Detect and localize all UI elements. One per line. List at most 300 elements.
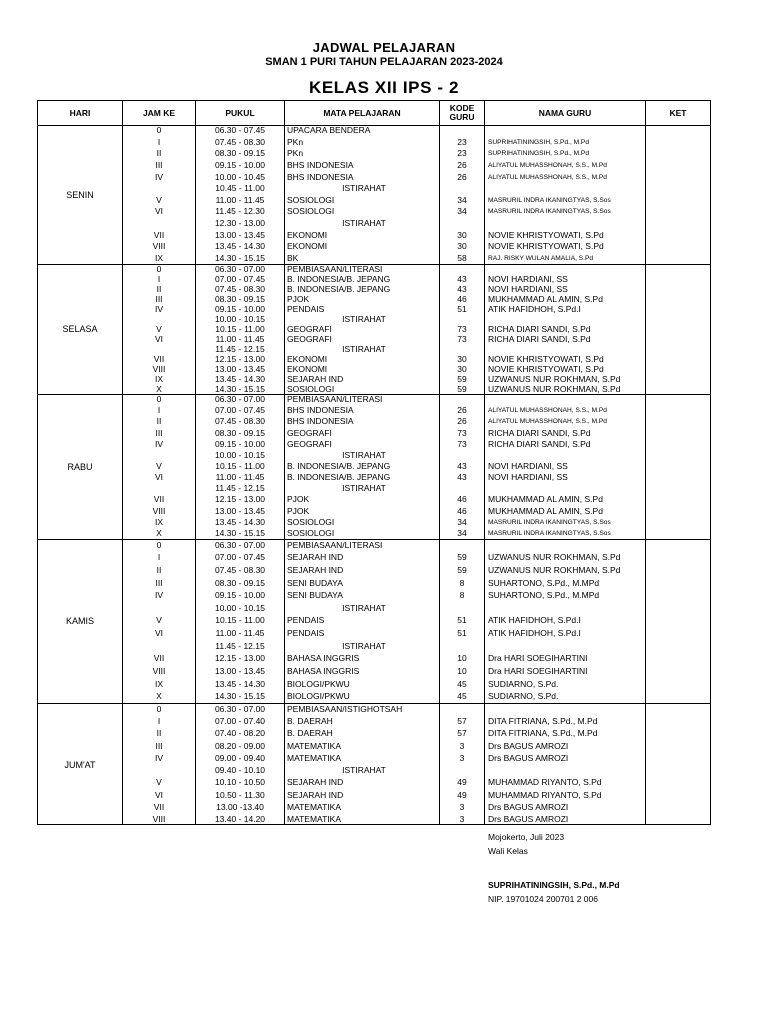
nama-guru-cell: NOVIE KHRISTYOWATI, S.Pd [488, 241, 604, 252]
table-row [38, 125, 710, 137]
table-row [38, 374, 710, 384]
pukul-cell: 14.30 - 15.15 [214, 252, 266, 263]
table-row [38, 294, 710, 304]
mata-pelajaran-cell: PEMBIASAAN/ISTIGHOTSAH [287, 703, 403, 714]
pukul-cell: 07.45 - 08.30 [214, 416, 266, 427]
pukul-cell: 14.30 - 15.15 [214, 527, 266, 538]
jam-ke-cell: VI [154, 628, 164, 639]
table-row [38, 483, 710, 494]
pukul-cell: 10.00 - 10.15 [214, 314, 266, 324]
pukul-cell: 11.00 - 11.45 [215, 194, 265, 205]
table-row [38, 148, 710, 160]
table-row [38, 665, 710, 678]
nama-guru-cell: Drs BAGUS AMROZI [488, 752, 569, 763]
kode-guru-cell: 59 [457, 565, 467, 576]
nama-guru-cell [485, 602, 648, 615]
nama-guru-cell [485, 640, 648, 653]
nama-guru-cell: ATIK HAFIDHOH, S.Pd.I [488, 304, 581, 314]
jam-ke-cell: VIII [152, 364, 166, 374]
jam-ke-cell: I [157, 405, 161, 416]
table-row [38, 160, 710, 172]
pukul-cell: 10.15 - 11.00 [215, 615, 265, 626]
mata-pelajaran-cell: MATEMATIKA [287, 752, 341, 763]
pukul-cell: 10.00 - 10.15 [214, 602, 266, 613]
jam-ke-cell [123, 450, 195, 461]
kode-guru-cell [440, 602, 484, 615]
nama-guru-cell: NOVIE KHRISTYOWATI, S.Pd [488, 354, 604, 364]
pukul-cell: 10.15 - 11.00 [215, 324, 265, 334]
kode-guru-cell: 73 [457, 427, 467, 438]
jam-ke-cell: VI [154, 789, 164, 800]
jam-ke-cell: VII [153, 802, 165, 813]
kode-guru-cell: 46 [457, 294, 467, 304]
mata-pelajaran-cell: GEOGRAFI [287, 324, 332, 334]
mata-pelajaran-cell: B. INDONESIA/B. JEPANG [287, 472, 391, 483]
mata-pelajaran-cell: EKONOMI [287, 229, 328, 240]
table-row [38, 678, 710, 691]
jam-ke-cell: X [156, 384, 162, 394]
mata-pelajaran-cell: ISTIRAHAT [342, 314, 386, 324]
nama-guru-cell: Drs BAGUS AMROZI [488, 814, 569, 825]
mata-pelajaran-cell: BHS INDONESIA [287, 405, 354, 416]
nama-guru-cell: NOVIE KHRISTYOWATI, S.Pd [488, 229, 604, 240]
mata-pelajaran-cell: PEMBIASAAN/LITERASI [287, 264, 383, 274]
kode-guru-cell [440, 765, 484, 777]
nama-guru-cell: SUHARTONO, S.Pd., M.MPd [488, 590, 600, 601]
nama-guru-cell: NOVI HARDIANI, SS [488, 274, 568, 284]
jam-ke-cell: 0 [156, 264, 162, 274]
nama-guru-cell: RAJ. RISKY WULAN AMALIA, S.Pd [488, 254, 594, 262]
jam-ke-cell [123, 765, 195, 777]
table-row [38, 364, 710, 374]
table-row [38, 615, 710, 628]
mata-pelajaran-cell: GEOGRAFI [287, 438, 332, 449]
kode-guru-cell: 73 [457, 438, 467, 449]
jam-ke-cell: VII [153, 354, 165, 364]
mata-pelajaran-cell: BAHASA INGGRIS [287, 665, 360, 676]
table-row [38, 304, 710, 314]
jam-ke-cell: II [156, 565, 162, 576]
kode-guru-cell: 57 [457, 728, 467, 739]
jam-ke-cell [123, 344, 195, 354]
nama-guru-cell: RICHA DIARI SANDI, S.Pd [488, 324, 591, 334]
day-label: SELASA [62, 324, 98, 334]
kode-guru-cell: 23 [457, 148, 467, 159]
pukul-cell: 09.40 - 10.10 [214, 765, 266, 776]
nama-guru-cell: Dra HARI SOEGIHARTINI [488, 653, 588, 664]
nama-guru-cell: NOVI HARDIANI, SS [488, 472, 568, 483]
pukul-cell: 13.45 - 14.30 [214, 678, 266, 689]
mata-pelajaran-cell: SOSIOLOGI [287, 516, 335, 527]
mata-pelajaran-cell: GEOGRAFI [287, 334, 332, 344]
nama-guru-cell: DITA FITRIANA, S.Pd., M.Pd [488, 728, 598, 739]
kode-guru-cell [440, 218, 484, 230]
mata-pelajaran-cell: B. INDONESIA/B. JEPANG [287, 460, 391, 471]
pukul-cell: 06.30 - 07.00 [214, 539, 266, 550]
nama-guru-cell: ALIYATUL MUHASSHONAH, S.S., M.Pd [488, 418, 607, 426]
nama-guru-cell [485, 703, 648, 715]
nama-guru-cell: MUKHAMMAD AL AMIN, S.Pd [488, 505, 603, 516]
pukul-cell: 13.00 - 13.45 [214, 505, 266, 516]
table-row [38, 640, 710, 653]
table-row [38, 715, 710, 727]
jam-ke-cell [123, 483, 195, 494]
nama-guru-cell: ATIK HAFIDHOH, S.Pd.I [488, 628, 581, 639]
pukul-cell: 13.45 - 14.30 [214, 374, 266, 384]
kode-guru-cell [440, 483, 484, 494]
mata-pelajaran-cell: ISTIRAHAT [342, 449, 386, 460]
column-header-nama-guru: NAMA GURU [538, 107, 592, 118]
table-row [38, 241, 710, 253]
mata-pelajaran-cell: ISTIRAHAT [342, 344, 386, 354]
jam-ke-cell: VI [154, 472, 164, 483]
kode-guru-cell: 3 [459, 740, 465, 751]
mata-pelajaran-cell: ISTIRAHAT [342, 483, 386, 494]
kode-guru-cell: 43 [457, 284, 467, 294]
pukul-cell: 11.45 - 12.15 [215, 344, 265, 354]
nama-guru-cell: RICHA DIARI SANDI, S.Pd [488, 438, 591, 449]
nama-guru-cell [485, 264, 648, 274]
jam-ke-cell: 0 [156, 125, 162, 136]
jam-ke-cell: 0 [156, 703, 162, 714]
nama-guru-cell [485, 539, 648, 552]
kode-guru-cell: 59 [457, 384, 467, 394]
column-header-hari: HARI [69, 107, 91, 118]
mata-pelajaran-cell: EKONOMI [287, 354, 328, 364]
pukul-cell: 11.45 - 12.15 [215, 640, 265, 651]
nama-guru-cell: DITA FITRIANA, S.Pd., M.Pd [488, 715, 598, 726]
mata-pelajaran-cell: PEMBIASAAN/LITERASI [287, 394, 383, 405]
mata-pelajaran-cell: ISTIRAHAT [342, 765, 386, 776]
jam-ke-cell: VI [154, 334, 164, 344]
mata-pelajaran-cell: ISTIRAHAT [342, 183, 386, 194]
kode-guru-cell: 45 [457, 678, 467, 689]
jam-ke-cell: VIII [152, 505, 166, 516]
jam-ke-cell [123, 640, 195, 653]
mata-pelajaran-cell: PKn [287, 136, 304, 147]
nama-guru-cell: Drs BAGUS AMROZI [488, 740, 569, 751]
pukul-cell: 14.30 - 15.15 [214, 691, 266, 702]
nama-guru-cell [485, 183, 648, 195]
kode-guru-cell: 8 [459, 577, 465, 588]
jam-ke-cell: IX [154, 374, 164, 384]
jam-ke-cell: IV [154, 590, 164, 601]
table-row [38, 539, 710, 552]
kode-guru-cell: 26 [457, 160, 467, 171]
mata-pelajaran-cell: PKn [287, 148, 304, 159]
table-row [38, 450, 710, 461]
table-row [38, 405, 710, 416]
mata-pelajaran-cell: SOSIOLOGI [287, 206, 335, 217]
table-row [38, 577, 710, 590]
table-row [38, 528, 710, 539]
pukul-cell: 11.45 - 12.15 [215, 483, 265, 494]
mata-pelajaran-cell: UPACARA BENDERA [287, 125, 371, 136]
kode-guru-cell: 10 [457, 665, 467, 676]
table-row [38, 264, 710, 274]
kode-guru-cell [440, 703, 484, 715]
jam-ke-cell: VI [154, 206, 164, 217]
nama-guru-cell: ALIYATUL MUHASSHONAH, S.S., M.Pd [488, 162, 607, 170]
pukul-cell: 09.15 - 10.00 [214, 590, 266, 601]
jam-ke-cell: I [157, 136, 161, 147]
table-row [38, 195, 710, 207]
signature-name: SUPRIHATININGSIH, S.Pd., M.Pd [488, 880, 620, 890]
pukul-cell: 06.30 - 07.00 [214, 703, 266, 714]
pukul-cell: 10.15 - 11.00 [215, 460, 265, 471]
jam-ke-cell: III [155, 427, 163, 438]
day-label: RABU [67, 461, 93, 472]
mata-pelajaran-cell: PENDAIS [287, 615, 325, 626]
mata-pelajaran-cell: B. DAERAH [287, 728, 333, 739]
pukul-cell: 09.15 - 10.00 [214, 160, 266, 171]
nama-guru-cell: NOVI HARDIANI, SS [488, 284, 568, 294]
kode-guru-cell [440, 125, 484, 137]
pukul-cell: 06.30 - 07.00 [214, 394, 266, 405]
nama-guru-cell [485, 218, 648, 230]
table-row [38, 789, 710, 801]
column-header-jam-ke: JAM KE [142, 107, 176, 118]
class-title: KELAS XII IPS - 2 [308, 78, 459, 97]
table-row [38, 740, 710, 752]
pukul-cell: 13.45 - 14.30 [214, 241, 266, 252]
pukul-cell: 07.45 - 08.30 [214, 284, 266, 294]
mata-pelajaran-cell: EKONOMI [287, 364, 328, 374]
jam-ke-cell: III [155, 740, 163, 751]
day-label: KAMIS [65, 616, 94, 626]
pukul-cell: 10.00 - 10.15 [214, 449, 266, 460]
kode-guru-cell: 51 [457, 615, 467, 626]
kode-guru-cell: 30 [457, 241, 467, 252]
pukul-cell: 13.00 - 13.45 [214, 364, 266, 374]
nama-guru-cell: ALIYATUL MUHASSHONAH, S.S., M.Pd [488, 173, 607, 181]
jam-ke-cell: III [155, 294, 163, 304]
jam-ke-cell: III [155, 577, 163, 588]
jam-ke-cell: VIII [152, 665, 166, 676]
pukul-cell: 13.00 - 13.45 [214, 665, 266, 676]
kode-guru-cell: 23 [457, 136, 467, 147]
table-row [38, 171, 710, 183]
pukul-cell: 12.30 - 13.00 [214, 217, 266, 228]
table-row [38, 344, 710, 354]
nama-guru-cell: SUPRIHATININGSIH, S.Pd., M.Pd [488, 138, 590, 146]
jam-ke-cell: I [157, 274, 161, 284]
nama-guru-cell [485, 765, 648, 777]
mata-pelajaran-cell: SEJARAH IND [287, 777, 344, 788]
jam-ke-cell: V [156, 777, 162, 788]
mata-pelajaran-cell: PJOK [287, 294, 310, 304]
kode-guru-cell: 45 [457, 691, 467, 702]
nama-guru-cell: NOVIE KHRISTYOWATI, S.Pd [488, 364, 604, 374]
table-row [38, 284, 710, 294]
table-row [38, 627, 710, 640]
pukul-cell: 10.00 - 10.45 [214, 171, 266, 182]
table-row [38, 354, 710, 364]
jam-ke-cell: VIII [152, 241, 166, 252]
pukul-cell: 08.20 - 09.00 [214, 740, 266, 751]
mata-pelajaran-cell: SENI BUDAYA [287, 577, 343, 588]
table-row [38, 252, 710, 264]
nama-guru-cell: MASRURIL INDRA IKANINGTYAS, S.Sos [488, 196, 611, 204]
jam-ke-cell [123, 183, 195, 195]
nama-guru-cell: SUHARTONO, S.Pd., M.MPd [488, 577, 600, 588]
kode-guru-cell [440, 640, 484, 653]
pukul-cell: 09.15 - 10.00 [214, 304, 266, 314]
kode-guru-cell: 73 [457, 334, 467, 344]
pukul-cell: 13.00 -13.40 [216, 802, 264, 813]
jam-ke-cell: II [156, 148, 162, 159]
pukul-cell: 08.30 - 09.15 [214, 427, 266, 438]
jam-ke-cell: IV [154, 752, 164, 763]
kode-guru-cell [440, 183, 484, 195]
table-row [38, 314, 710, 324]
mata-pelajaran-cell: MATEMATIKA [287, 802, 341, 813]
pukul-cell: 12.15 - 13.00 [214, 653, 266, 664]
kode-guru-cell: 43 [457, 472, 467, 483]
table-row [38, 416, 710, 427]
kode-guru-cell: 43 [457, 274, 467, 284]
nama-guru-cell [485, 125, 648, 137]
table-row [38, 703, 710, 715]
kode-guru-cell: 3 [459, 814, 465, 825]
kode-guru-cell [440, 264, 484, 274]
kode-guru-cell: 30 [457, 354, 467, 364]
pukul-cell: 13.00 - 13.45 [214, 229, 266, 240]
kode-guru-cell [440, 539, 484, 552]
kode-guru-cell: 8 [459, 590, 465, 601]
day-label: SENIN [66, 189, 94, 200]
mata-pelajaran-cell: B. INDONESIA/B. JEPANG [287, 274, 391, 284]
mata-pelajaran-cell: BHS INDONESIA [287, 416, 354, 427]
mata-pelajaran-cell: EKONOMI [287, 241, 328, 252]
pukul-cell: 13.45 - 14.30 [214, 516, 266, 527]
jam-ke-cell: V [156, 324, 162, 334]
nama-guru-cell [485, 394, 648, 405]
pukul-cell: 09.15 - 10.00 [214, 438, 266, 449]
jam-ke-cell: III [155, 160, 163, 171]
pukul-cell: 11.00 - 11.45 [215, 628, 265, 639]
mata-pelajaran-cell: ISTIRAHAT [342, 217, 386, 228]
pukul-cell: 10.50 - 11.30 [215, 789, 265, 800]
mata-pelajaran-cell: SEJARAH IND [287, 565, 344, 576]
pukul-cell: 10.45 - 11.00 [215, 183, 265, 194]
mata-pelajaran-cell: SENI BUDAYA [287, 590, 343, 601]
jam-ke-cell: VII [153, 229, 165, 240]
table-row [38, 801, 710, 813]
table-row [38, 552, 710, 565]
jam-ke-cell: IV [154, 304, 164, 314]
pukul-cell: 07.00 - 07.45 [214, 405, 266, 416]
mata-pelajaran-cell: PJOK [287, 494, 310, 505]
mata-pelajaran-cell: BHS INDONESIA [287, 160, 354, 171]
table-row [38, 229, 710, 241]
jam-ke-cell: 0 [156, 539, 162, 550]
column-header-ket: KET [669, 107, 687, 118]
table-row [38, 653, 710, 666]
jam-ke-cell: I [157, 715, 161, 726]
jam-ke-cell: VIII [152, 814, 166, 825]
kode-guru-cell: 30 [457, 364, 467, 374]
table-row [38, 506, 710, 517]
jam-ke-cell: II [156, 728, 162, 739]
table-row [38, 494, 710, 505]
nama-guru-cell: SUPRIHATININGSIH, S.Pd., M.Pd [488, 150, 590, 158]
pukul-cell: 08.30 - 09.15 [214, 577, 266, 588]
mata-pelajaran-cell: PENDAIS [287, 304, 325, 314]
nama-guru-cell: MUHAMMAD RIYANTO, S.Pd [488, 789, 602, 800]
nama-guru-cell: SUDIARNO, S.Pd. [488, 678, 559, 689]
kode-guru-cell: 46 [457, 505, 467, 516]
pukul-cell: 13.40 - 14.20 [214, 814, 266, 825]
kode-guru-cell: 49 [457, 789, 467, 800]
table-row [38, 589, 710, 602]
nama-guru-cell: UZWANUS NUR ROKHMAN, S.Pd [488, 565, 621, 576]
nama-guru-cell: ALIYATUL MUHASSHONAH, S.S., M.Pd [488, 407, 607, 415]
jam-ke-cell: V [156, 194, 162, 205]
jam-ke-cell: IX [154, 678, 164, 689]
nama-guru-cell [485, 344, 648, 354]
pukul-cell: 07.00 - 07.40 [214, 715, 266, 726]
kode-guru-cell: 30 [457, 229, 467, 240]
kode-guru-cell: 34 [457, 527, 467, 538]
nama-guru-cell: UZWANUS NUR ROKHMAN, S.Pd [488, 384, 621, 394]
nama-guru-cell: UZWANUS NUR ROKHMAN, S.Pd [488, 552, 621, 563]
pukul-cell: 09.00 - 09.40 [214, 752, 266, 763]
mata-pelajaran-cell: SOSIOLOGI [287, 527, 335, 538]
table-row [38, 814, 710, 826]
jam-ke-cell: VII [153, 494, 165, 505]
pukul-cell: 11.00 - 11.45 [215, 472, 265, 483]
mata-pelajaran-cell: MATEMATIKA [287, 740, 341, 751]
column-header-pukul: PUKUL [225, 107, 255, 118]
table-row [38, 765, 710, 777]
table-row [38, 728, 710, 740]
mata-pelajaran-cell: BHS INDONESIA [287, 171, 354, 182]
kode-guru-cell [440, 344, 484, 354]
pukul-cell: 07.45 - 08.30 [214, 136, 266, 147]
jam-ke-cell: X [156, 691, 162, 702]
nama-guru-cell: UZWANUS NUR ROKHMAN, S.Pd [488, 374, 621, 384]
table-row [38, 324, 710, 334]
table-row [38, 394, 710, 405]
table-row [38, 274, 710, 284]
jam-ke-cell: II [156, 416, 162, 427]
school-subtitle: SMAN 1 PURI TAHUN PELAJARAN 2023-2024 [265, 56, 503, 68]
jam-ke-cell: IV [154, 171, 164, 182]
kode-guru-cell: 43 [457, 460, 467, 471]
nama-guru-cell: Dra HARI SOEGIHARTINI [488, 665, 588, 676]
table-row [38, 602, 710, 615]
table-row [38, 472, 710, 483]
nama-guru-cell: MASRURIL INDRA IKANINGTYAS, S.Sos [488, 208, 611, 216]
jam-ke-cell [123, 602, 195, 615]
nama-guru-cell: MUKHAMMAD AL AMIN, S.Pd [488, 294, 603, 304]
pukul-cell: 10.10 - 10.50 [214, 777, 266, 788]
nama-guru-cell: MUKHAMMAD AL AMIN, S.Pd [488, 494, 603, 505]
kode-guru-cell: 3 [459, 752, 465, 763]
mata-pelajaran-cell: BIOLOGI/PKWU [287, 678, 350, 689]
nama-guru-cell: MASRURIL INDRA IKANINGTYAS, S.Sos [488, 529, 611, 537]
jam-ke-cell: IX [154, 252, 164, 263]
nama-guru-cell: RICHA DIARI SANDI, S.Pd [488, 427, 591, 438]
table-row [38, 517, 710, 528]
kode-guru-cell: 34 [457, 516, 467, 527]
mata-pelajaran-cell: ISTIRAHAT [342, 602, 386, 613]
jam-ke-cell: X [156, 527, 162, 538]
jam-ke-cell: IX [154, 516, 164, 527]
mata-pelajaran-cell: BAHASA INGGRIS [287, 653, 360, 664]
jam-ke-cell: II [156, 284, 162, 294]
